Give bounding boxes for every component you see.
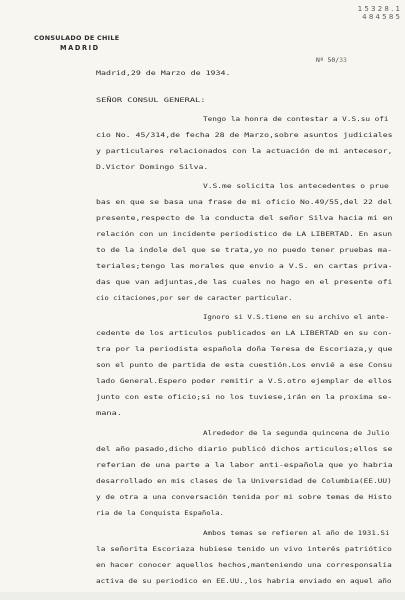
body-line: junto con este oficio;si no los tuviese,irán en la proxima se- [96,394,393,401]
body-line: bas en que se basa una frase de mi oficio No.49/55,del 22 del [96,199,393,206]
body-line: la señorita Escoriaza hubiese tenido un vivo interés patriótico [96,546,392,553]
body-line: Tengo la honra de contestar a V.S.su ofi [203,116,389,123]
body-line: Ambos temas se refieren al año de 1931.Si [203,530,390,537]
body-line: to de la indole del que se trata,yo no puedo tener pruebas ma- [96,247,393,254]
body-line: mana. [96,410,122,417]
body-line: cedente de los articulos publicados en LA LIBERTAD en su con- [96,330,393,337]
addressee-line: SEÑOR CONSUL GENERAL: [96,97,206,104]
body-line: y particulares relacionados con la actuación de mi antecesor, [96,148,393,155]
body-line: cio citaciones,por ser de caracter particular. [96,295,293,302]
body-line: Alrededor de la segunda quincena de Julio [203,430,390,437]
body-line: relación con un incidente periodistico de LA LIBERTAD. En asun [96,231,393,238]
body-line: cio No. 45/314,de fecha 28 de Marzo,sobre asuntos judiciales [96,132,393,139]
archive-mark: 1 5 3 2 8 . 1 [357,5,400,13]
body-line: ria de la Conquista Española. [96,510,224,517]
body-line: activa de su periodico en EE.UU.,los habria enviado en aquel año [96,578,392,585]
body-line: das que van adjuntas,de las cuales no hago en el presente ofi [96,279,393,286]
archive-mark: 4 8 4 5 8 5 [362,13,400,21]
body-line: del año pasado,dicho diario publicó dichos articulos;ellos se [96,446,393,453]
reference-number [316,56,347,64]
body-line: tra por la periodista española doña Teresa de Escoriaza,y que [96,346,393,353]
body-line: D.Victor Domingo Silva. [96,164,209,171]
body-line: V.S.me solicita los antecedentes o prue [203,183,389,190]
reference-typed: Nº 50/ [316,56,340,64]
letterhead [34,33,119,53]
body-line: Ignoro si V.S.tiene en su archivo el ante- [203,314,390,321]
body-line: desarrollado en mis clases de la Universidad de Columbia(EE.UU) [96,478,392,485]
body-line: son el punto de partida de esta cuestión.Los envié a ese Consu [96,362,393,369]
body-line: lado General.Espero poder remitir a V.S.otro ejemplar de ellos [96,378,393,385]
body-line: teriales;tengo las morales que envio a V.S. en cartas priva- [96,263,393,270]
page-bottom-edge [0,592,405,600]
body-line: presente,respecto de la conducta del señor Silva hacia mi en [96,215,393,222]
reference-handwritten: 33 [339,56,347,64]
body-line: y de otra a una conversación tenida por mi sobre temas de Histo [96,494,392,501]
archive-marks [352,5,400,21]
date-line: Madrid,29 de Marzo de 1934. [96,70,231,77]
letterhead-consulate: CONSULADO DE CHILE [34,34,120,42]
letterhead-city: MADRID [60,44,100,52]
body-line: referian de una parte a la labor anti-española que yo habria [96,462,393,469]
body-line: en hacer conocer aquellos hechos,manteniendo una corresponsalia [96,562,392,569]
